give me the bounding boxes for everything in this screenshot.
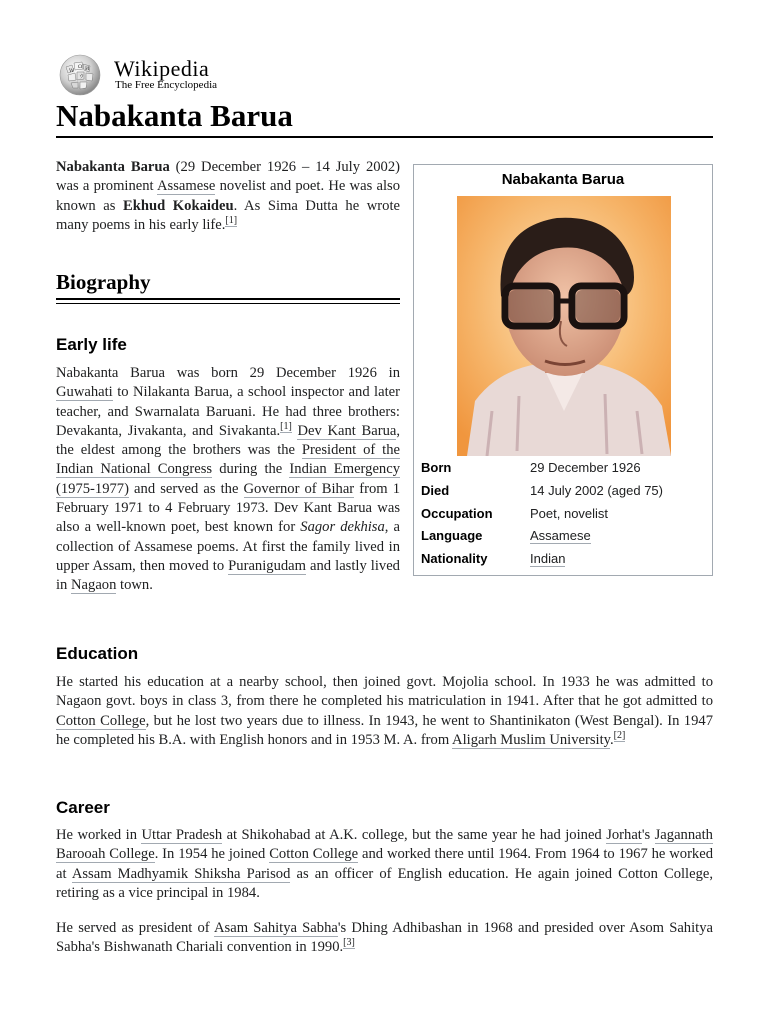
infobox-link-indian[interactable]: Indian [530,551,566,566]
body-text: as an officer of English education. He again joined Cotton College, retiring as a vice principal in 1984. [56,865,713,901]
link-puranigudam[interactable]: Puranigudam [228,557,306,574]
section-heading-biography: Biography [56,270,151,294]
body-text: during the [212,461,290,478]
page-title: Nabakanta Barua [56,98,293,133]
section-heading-early-life: Early life [56,335,127,354]
link-nagaon[interactable]: Nagaon [71,577,117,594]
infobox-label: Nationality [421,551,488,566]
infobox-value: Poet, novelist [530,506,609,521]
link-uttar-pradesh[interactable]: Uttar Pradesh [141,827,223,843]
intro-text: . As Sima Dutta he wrote many poems in his early life. [56,197,400,233]
infobox-row-nationality [421,551,711,571]
infobox-row-language [421,528,711,548]
infobox-value: 29 December 1926 [530,460,641,475]
wikipedia-tagline: The Free Encyclopedia [115,79,218,91]
svg-text:W: W [69,68,75,74]
early-life-paragraph [56,364,400,596]
link-cotton-college[interactable]: Cotton College [269,846,359,863]
body-text: . In 1954 he joined [154,846,270,863]
infobox-title: Nabakanta Barua [501,171,625,188]
reference-2[interactable]: [2] [613,730,626,742]
infobox-label: Died [421,483,450,498]
body-text: He started his education at a nearby school, then joined govt. Mojolia school. In 1933 he was admitted to Nagaon govt. boys in class 3, from there he completed his matriculation in 1941. After that he got admitted to [56,674,713,710]
body-text: . [610,731,614,748]
body-text: and worked there until 1964. From 1964 to 1967 he worked at [56,846,714,882]
career-paragraph-2 [56,919,713,958]
link-governor-of-bihar[interactable]: Governor of Bihar [243,480,355,497]
link-dev-kant-barua[interactable]: Dev Kant Barua [297,422,397,439]
body-text: , a collection of Assamese poems. At first the family lived in upper Assam, then moved to [56,519,400,574]
body-text: and served as the [128,480,244,497]
body-text: Nabakanta Barua was born 29 December 1926 in [56,365,400,381]
infobox-value: 14 July 2002 (aged 75) [530,483,663,498]
intro-text: novelist and poet. He was also known as [56,178,400,214]
infobox [413,164,713,576]
wikipedia-wordmark: Wikipedia [114,56,210,81]
link-jagannath-barooah-college[interactable]: Jagannath Barooah College [56,827,713,863]
career-paragraph-1 [56,826,713,903]
link-assam-madhyamik-shiksha-parisod[interactable]: Assam Madhyamik Shiksha Parisod [71,865,291,882]
reference-1[interactable]: [1] [280,421,292,433]
body-text: 's [641,827,655,843]
body-text: 's Dhing Adhibashan in 1968 and presided over Asom Sahitya Sabha's Bishwanath Chariali convention in 1990. [56,920,713,956]
svg-text:Ω: Ω [78,64,83,70]
body-text: to Nilakanta Barua, a school inspector and later teacher, and Swarnalata Baruani. He had three brothers: Devakanta, Jivakanta, and Sivakanta. [56,384,400,439]
title-divider [56,136,713,138]
svg-text:ウ: ウ [79,74,85,80]
link-cotton-college[interactable]: Cotton College [56,712,146,729]
section-divider [56,303,400,304]
link-asam-sahitya-sabha[interactable]: Asam Sahitya Sabha [214,920,338,936]
svg-text:И: И [85,66,90,72]
body-text: He worked in [56,827,142,843]
infobox-row-died [421,483,711,503]
infobox-label: Occupation [421,506,493,521]
body-text: from 1 February 1971 to 4 February 1973. Dev Kant Barua was also a well-known poet, best known for [56,480,400,536]
infobox-label: Born [421,460,452,475]
link-jorhat[interactable]: Jorhat [606,827,642,843]
work-title: Sagor dekhisa [300,519,385,536]
link-indian-emergency[interactable]: Indian Emergency (1975-1977) [56,461,400,497]
body-text: , the eldest among the brothers was the [56,422,401,459]
infobox-label: Language [421,528,483,543]
wikipedia-globe-icon [56,53,104,97]
section-divider [56,298,400,300]
intro-paragraph [56,158,400,235]
education-paragraph [56,673,713,750]
portrait-image[interactable] [457,196,671,456]
link-president-inc[interactable]: President of the Indian National Congress [56,442,400,478]
link-guwahati[interactable]: Guwahati [56,384,113,401]
body-text: He served as president of [56,920,214,936]
section-heading-education: Education [56,644,139,663]
body-text: town. [116,577,153,594]
section-heading-career: Career [56,798,110,817]
intro-alias: Ekhud Kokaideu [123,197,234,214]
body-text: , but he lost two years due to illness. In 1943, he went to Shantinikaton (West Bengal). In 1947 he completed his B.A. with English honors and in 1953 M. A. from [56,712,713,748]
infobox-row-born [421,460,711,480]
reference-3[interactable]: [3] [343,937,355,949]
infobox-link-assamese[interactable]: Assamese [530,528,591,543]
reference-1[interactable]: [1] [225,215,238,227]
link-assamese[interactable]: Assamese [157,178,216,195]
infobox-row-occupation [421,506,711,526]
intro-name: Nabakanta Barua [56,159,170,175]
body-text: at Shikohabad at A.K. college, but the same year he had joined [222,827,607,843]
body-text: and lastly lived in [56,557,400,594]
intro-text: (29 December 1926 – 14 July 2002) was a prominent [56,159,400,195]
link-aligarh-muslim-university[interactable]: Aligarh Muslim University [452,731,610,748]
